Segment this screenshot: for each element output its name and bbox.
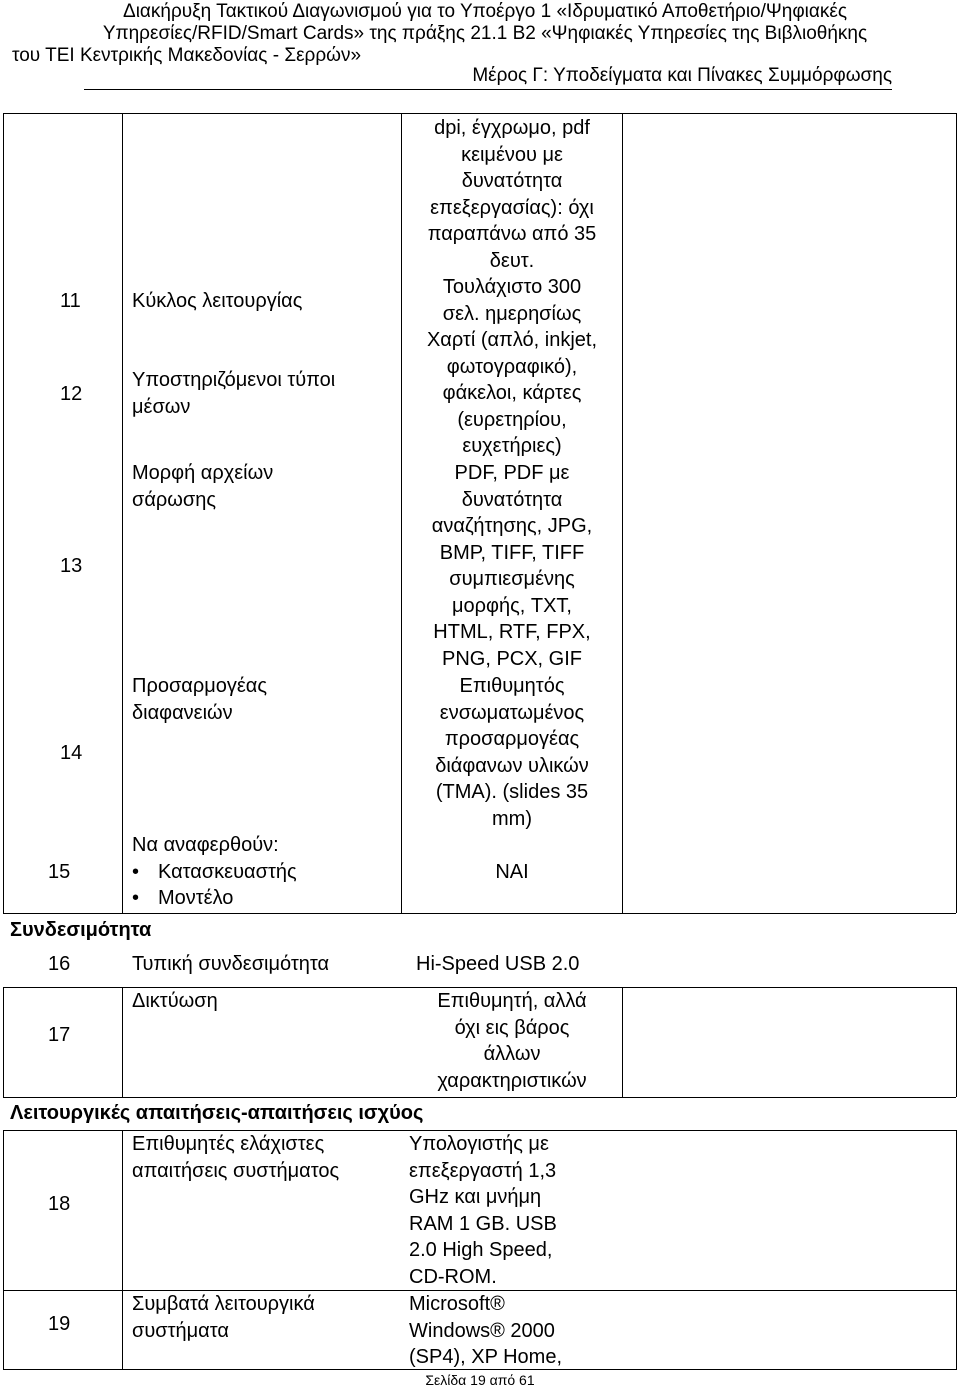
- row-17-label: Δικτύωση: [132, 990, 218, 1012]
- bullet-dot: •: [132, 860, 140, 883]
- row-15-label: Να αναφερθούν: • Κατασκευαστής • Μοντέλο: [132, 832, 297, 912]
- row-18-label: Επιθυμητές ελάχιστες απαιτήσεις συστήματος: [132, 1133, 340, 1182]
- row-11-value: Τουλάχιστο 300 σελ. ημερησίως: [442, 276, 582, 325]
- row-13-number: 13: [60, 555, 83, 577]
- bullet-dot: •: [132, 887, 140, 909]
- page-footer: Σελίδα 19 από 61: [425, 1372, 535, 1388]
- header-section: Μέρος Γ: Υποδείγματα και Πίνακες Συμμόρφωσης: [472, 65, 892, 86]
- section-power-requirements: Λειτουργικές απαιτήσεις-απαιτήσεις ισχύος: [10, 1102, 424, 1124]
- header-line-1: Διακήρυξη Τακτικού Διαγωνισμού για το Υποέργο 1 «Ιδρυματικό Αποθετήριο/Ψηφιακές: [123, 1, 847, 22]
- value-continued: dpi, έγχρωμο, pdf κειμένου με δυνατότητα επεξεργασίας): όχι παραπάνω από 35 δευτ.: [427, 117, 597, 272]
- row-12-label: Υποστηριζόμενοι τύποι μέσων: [132, 369, 336, 418]
- row-14-value: Επιθυμητός ενσωματωμένος προσαρμογέας διάφανων υλικών (TMA). (slides 35 mm): [435, 675, 589, 830]
- header-line-3: του ΤΕΙ Κεντρικής Μακεδονίας - Σερρών»: [12, 45, 362, 66]
- row-17-number: 17: [48, 1024, 71, 1046]
- row-16-label: Τυπική συνδεσιμότητα: [132, 953, 330, 975]
- header-line-2: Υπηρεσίες/RFID/Smart Cards» της πράξης 21.1 Β2 «Ψηφιακές Υπηρεσίες της Βιβλιοθήκης: [102, 23, 868, 44]
- row-16-value: Hi-Speed USB 2.0: [416, 953, 580, 975]
- row-19-label: Συμβατά λειτουργικά συστήματα: [132, 1293, 315, 1342]
- row-16-number: 16: [48, 953, 71, 975]
- bullet-model: • Μοντέλο: [132, 885, 297, 912]
- row-13-label: Μορφή αρχείων σάρωσης: [132, 462, 274, 511]
- section-connectivity: Συνδεσιμότητα: [10, 919, 152, 941]
- row-12-number: 12: [60, 383, 83, 405]
- row-12-value: Χαρτί (απλό, inkjet, φωτογραφικό), φάκελοι, κάρτες (ευρετηρίου, ευχετήριες): [426, 329, 598, 457]
- row-11-label: Κύκλος λειτουργίας: [132, 290, 303, 312]
- row-15-value: ΝΑΙ: [495, 861, 529, 883]
- row-13-value: PDF, PDF με δυνατότητα αναζήτησης, JPG, BMP, TIFF, TIFF συμπιεσμένης μορφής, TXT, HTML, RTF, FPX, PNG, PCX, GIF: [431, 462, 593, 670]
- row-18-value: Υπολογιστής με επεξεργαστή 1,3 GHz και μνήμη RAM 1 GB. USB 2.0 High Speed, CD-ROM.: [409, 1133, 557, 1288]
- bullet-manufacturer: • Κατασκευαστής: [132, 859, 297, 886]
- row-15-number: 15: [48, 861, 71, 883]
- row-19-value: Microsoft® Windows® 2000 (SP4), XP Home,: [409, 1293, 563, 1368]
- row-19-number: 19: [48, 1313, 71, 1335]
- row-14-number: 14: [60, 742, 83, 764]
- row-11-number: 11: [60, 290, 81, 312]
- row-18-number: 18: [48, 1193, 71, 1215]
- row-14-label: Προσαρμογέας διαφανειών: [132, 675, 267, 724]
- row-17-value: Επιθυμητή, αλλά όχι εις βάρος άλλων χαρακτηριστικών: [437, 990, 587, 1092]
